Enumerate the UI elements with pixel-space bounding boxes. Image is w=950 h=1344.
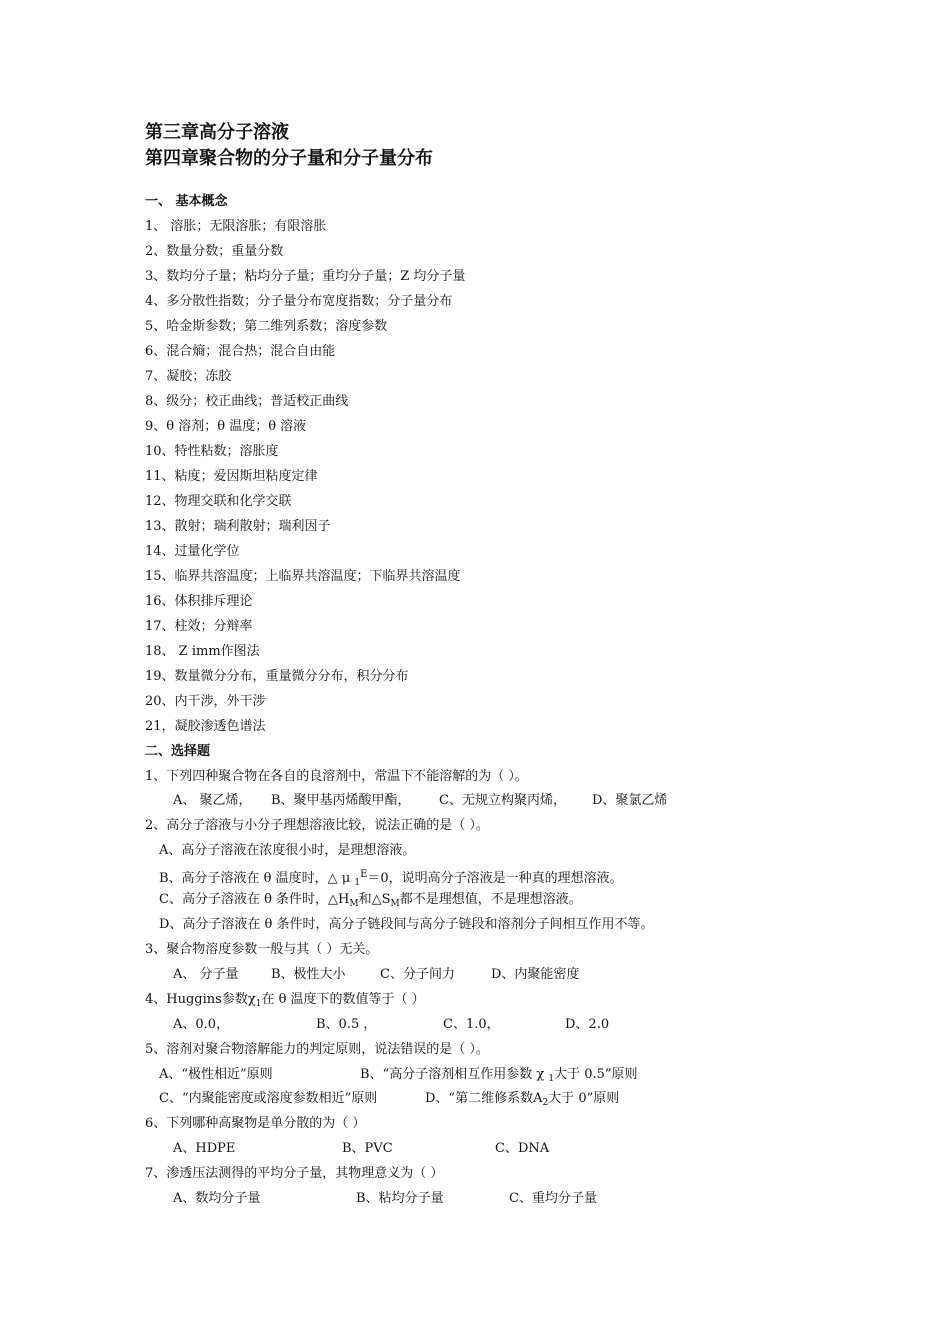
question-4-stem: 4、Huggins参数$\chi_1$在 θ 温度下的数值等于（ ） <box>145 992 425 1009</box>
q3-option-d: D、内聚能密度 <box>491 967 580 982</box>
q6-option-a: A、HDPE <box>173 1141 236 1156</box>
q1-option-c: C、无规立构聚丙烯， <box>439 793 566 808</box>
concept-item: 17、柱效；分辩率 <box>145 619 253 634</box>
q4-option-d: D、2.0 <box>565 1017 610 1032</box>
concept-item: 15、临界共溶温度；上临界共溶温度；下临界共溶温度 <box>145 569 461 584</box>
q2-option-d: D、高分子溶液在 θ 条件时，高分子链段间与高分子链段和溶剂分子间相互作用不等。 <box>159 917 654 932</box>
question-6-stem: 6、下列哪种高聚物是单分散的为（ ） <box>145 1116 366 1131</box>
q7-option-a: A、数均分子量 <box>173 1191 261 1206</box>
q3-option-c: C、分子间力 <box>380 967 455 982</box>
question-3-stem: 3、聚合物溶度参数一般与其（ ）无关。 <box>145 942 379 957</box>
q7-option-b: B、粘均分子量 <box>356 1191 444 1206</box>
q4-option-b: B、0.5 ， <box>316 1017 377 1032</box>
q5-option-a: A、“极性相近”原则 <box>159 1067 273 1082</box>
concept-item: 4、多分散性指数；分子量分布宽度指数；分子量分布 <box>145 294 453 309</box>
section-heading-multiple-choice: 二、选择题 <box>145 744 211 759</box>
q5-option-d: D、“第二维修系数$A_2$大于 0”原则 <box>425 1091 620 1108</box>
concept-item: 16、体积排斥理论 <box>145 594 253 609</box>
question-1-stem: 1、下列四种聚合物在各自的良溶剂中，常温下不能溶解的为（ ）。 <box>145 769 528 784</box>
q2-option-a: A、高分子溶液在浓度很小时，是理想溶液。 <box>159 843 416 858</box>
q6-option-c: C、DNA <box>495 1141 550 1156</box>
chapter-title-3: 第三章高分子溶液 <box>145 122 289 143</box>
concept-item: 8、级分；校正曲线；普适校正曲线 <box>145 394 349 409</box>
concept-item: 18、 Z imm作图法 <box>145 644 260 659</box>
q5-option-b: B、“高分子溶剂相互作用参数 χ $_1$大于 0.5”原则 <box>360 1067 638 1084</box>
q3-option-a: A、 分子量 <box>173 967 239 982</box>
concept-item: 21，凝胶渗透色谱法 <box>145 719 266 734</box>
chapter-title-4: 第四章聚合物的分子量和分子量分布 <box>145 148 433 169</box>
concept-item: 20、内干涉，外干涉 <box>145 694 266 709</box>
concept-item: 19、数量微分分布，重量微分分布，积分分布 <box>145 669 409 684</box>
q2-option-b: B、高分子溶液在 θ 温度时，△ μ $_1^E$＝0，说明高分子溶液是一种真的理想溶液。 <box>159 869 623 888</box>
concept-item: 12、物理交联和化学交联 <box>145 494 292 509</box>
concept-item: 14、过量化学位 <box>145 544 240 559</box>
question-2-stem: 2、高分子溶液与小分子理想溶液比较，说法正确的是（ ）。 <box>145 818 489 833</box>
q3-option-b: B、极性大小 <box>271 967 346 982</box>
q1-option-a: A、 聚乙烯， <box>173 793 252 808</box>
section-heading-basic-concepts: 一、 基本概念 <box>145 194 228 209</box>
question-5-stem: 5、溶剂对聚合物溶解能力的判定原则，说法错误的是（ ）。 <box>145 1042 489 1057</box>
concept-item: 7、凝胶；冻胶 <box>145 369 232 384</box>
q4-option-a: A、0.0， <box>173 1017 230 1032</box>
concept-item: 9、θ 溶剂；θ 温度；θ 溶液 <box>145 419 307 434</box>
concept-item: 10、特性粘数；溶胀度 <box>145 444 279 459</box>
concept-item: 3、数均分子量；粘均分子量；重均分子量；Z 均分子量 <box>145 269 466 284</box>
q4-option-c: C、1.0， <box>443 1017 500 1032</box>
concept-item: 5、哈金斯参数；第二维列系数；溶度参数 <box>145 319 388 334</box>
concept-item: 11、粘度；爱因斯坦粘度定律 <box>145 469 318 484</box>
concept-item: 6、混合熵；混合热；混合自由能 <box>145 344 336 359</box>
question-7-stem: 7、渗透压法测得的平均分子量，其物理意义为（ ） <box>145 1166 444 1181</box>
q2-option-c: C、高分子溶液在 θ 条件时，$\triangle H_M$和$\triangle S_M$都不是理想值，不是理想溶液。 <box>159 892 582 909</box>
q1-option-d: D、聚氯乙烯 <box>592 793 668 808</box>
q5-option-c: C、“内聚能密度或溶度参数相近”原则 <box>159 1091 378 1106</box>
concept-item: 1、 溶胀；无限溶胀；有限溶胀 <box>145 219 327 234</box>
concept-item: 2、数量分数；重量分数 <box>145 244 284 259</box>
q1-option-b: B、聚甲基丙烯酸甲酯， <box>271 793 411 808</box>
q6-option-b: B、PVC <box>342 1141 393 1156</box>
q7-option-c: C、重均分子量 <box>509 1191 597 1206</box>
concept-item: 13、散射；瑞利散射；瑞利因子 <box>145 519 331 534</box>
